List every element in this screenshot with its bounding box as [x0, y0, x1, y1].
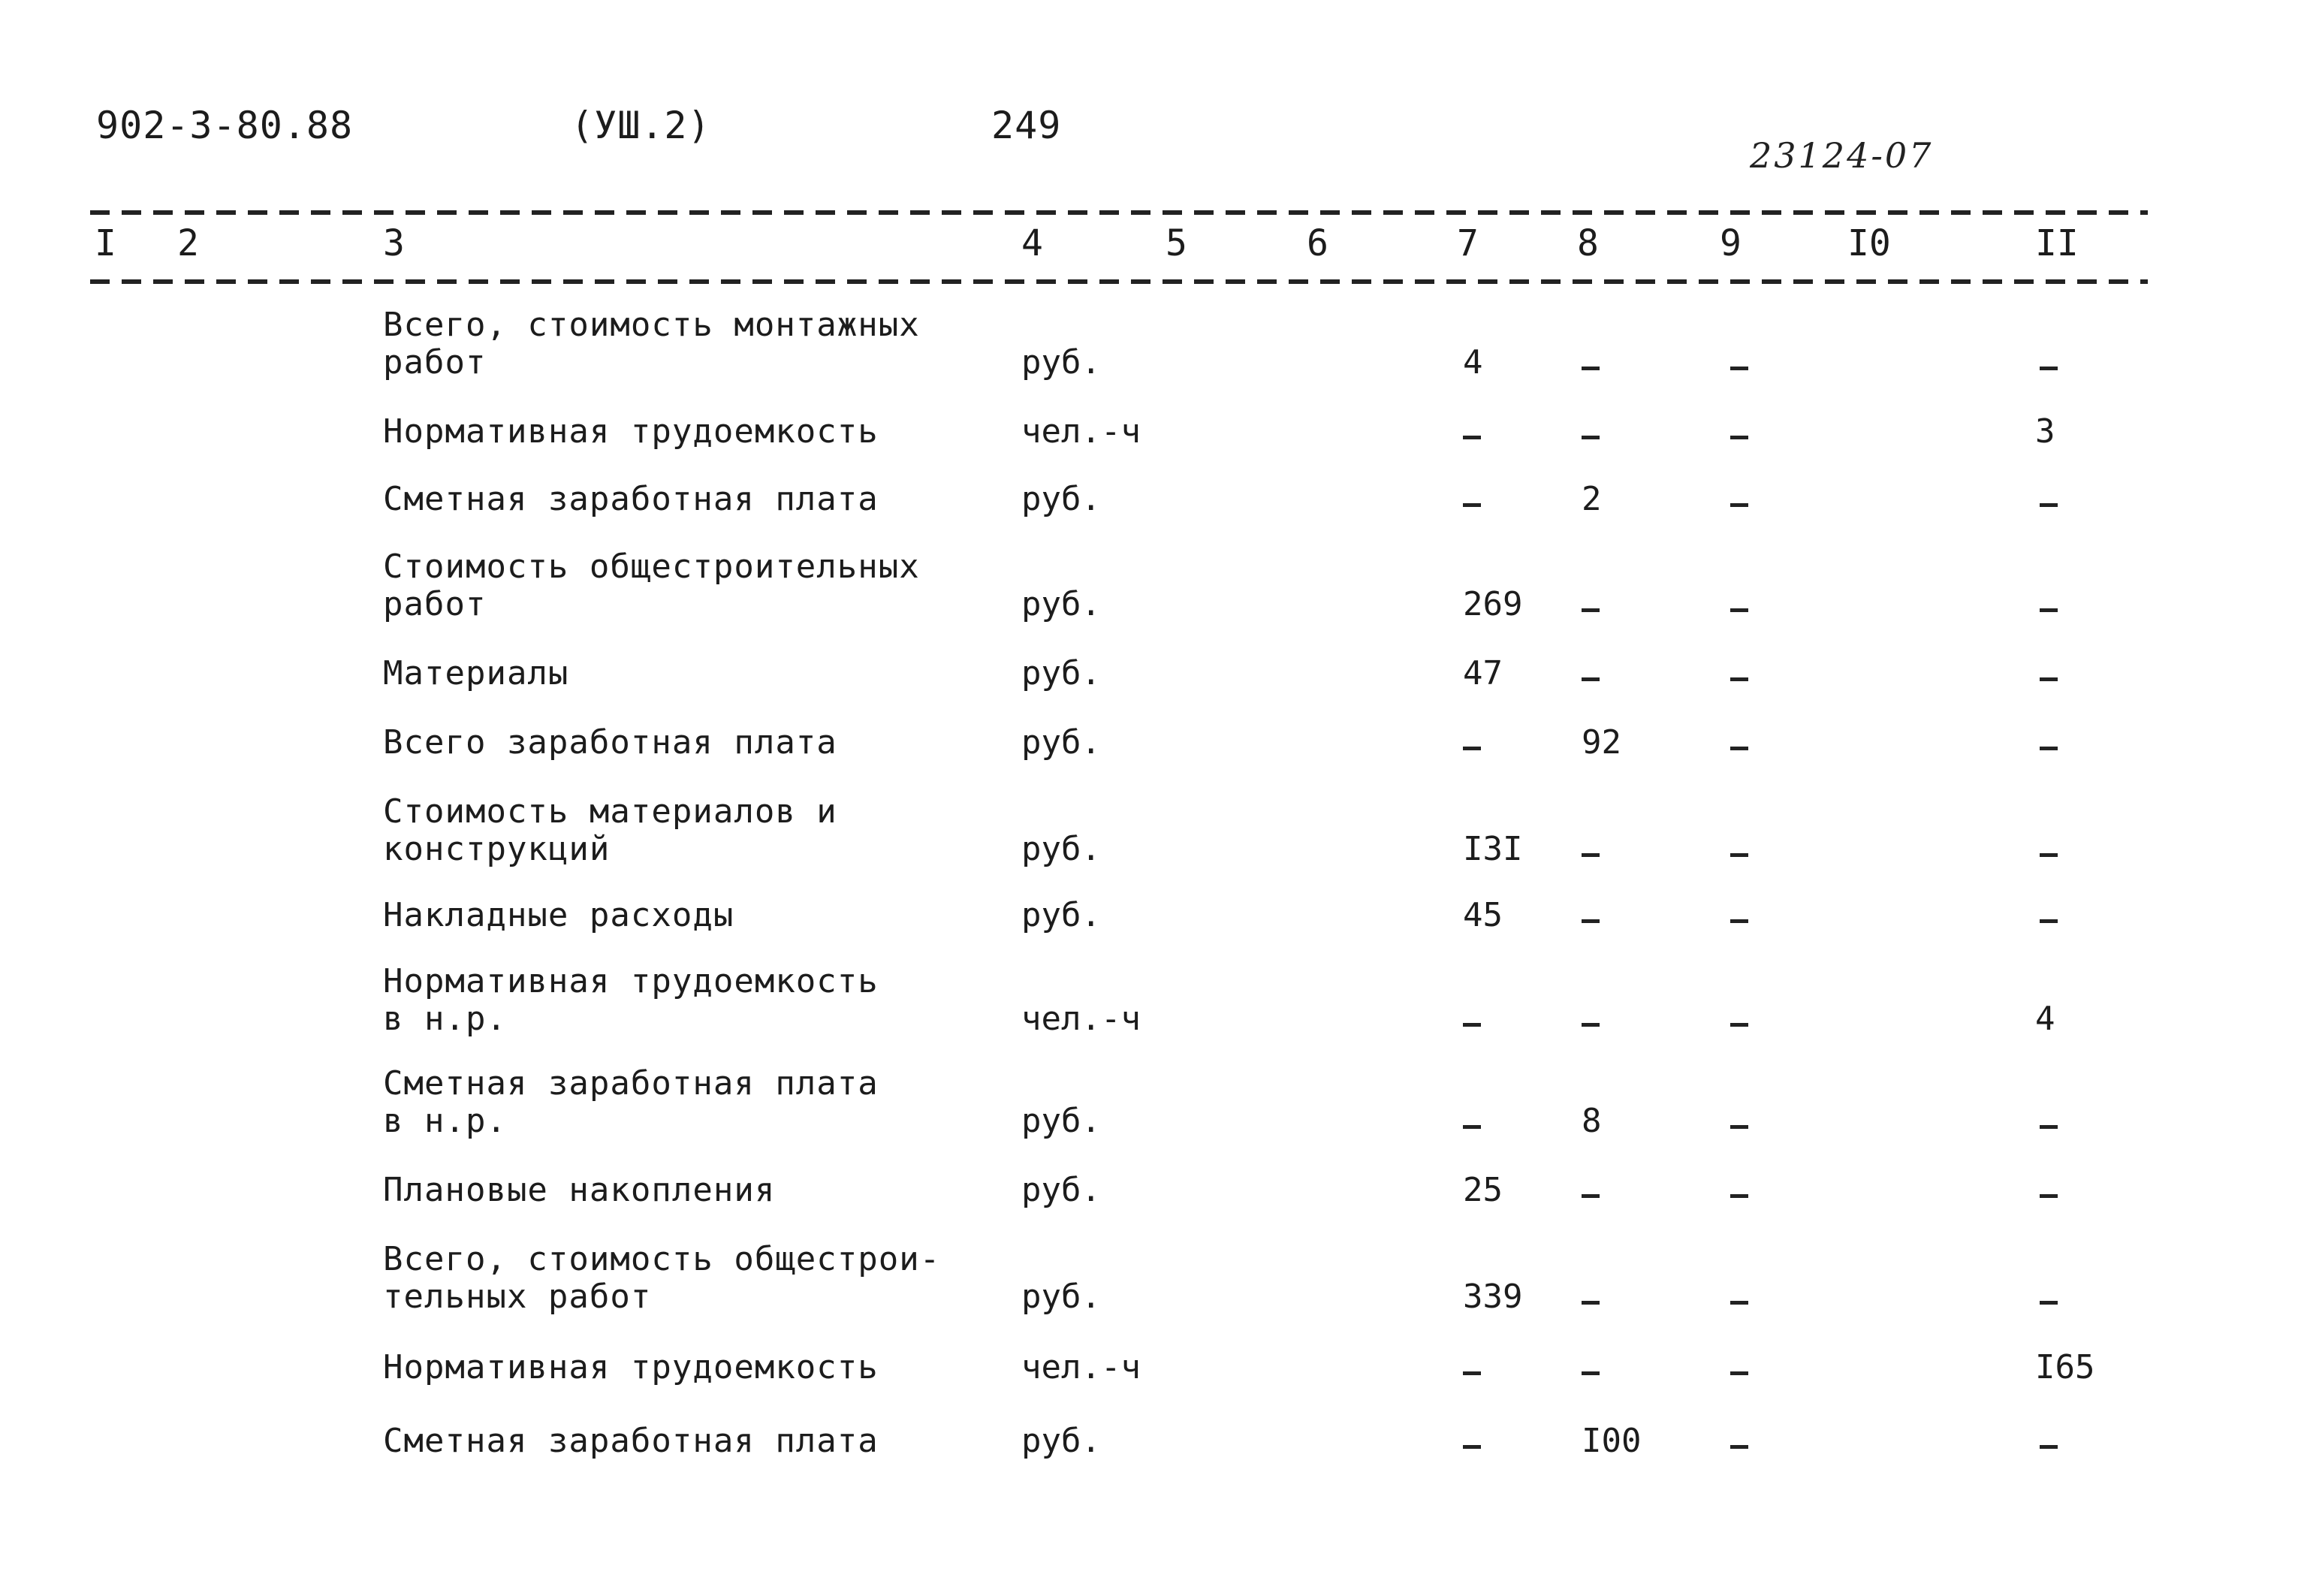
empty-dash-c9: [1730, 367, 1748, 370]
row-unit: руб.: [1021, 1102, 1101, 1140]
row-unit: руб.: [1021, 723, 1101, 762]
value-c7: 45: [1463, 896, 1503, 934]
empty-dash-c11: [2040, 747, 2058, 750]
empty-dash-c11: [2040, 367, 2058, 370]
row-unit: руб.: [1021, 1171, 1101, 1209]
row-unit: руб.: [1021, 585, 1101, 623]
value-c8: 2: [1582, 480, 1602, 518]
empty-dash-c9: [1730, 747, 1748, 750]
empty-dash-c9: [1730, 436, 1748, 439]
col-number-2: 2: [177, 222, 199, 264]
empty-dash-c11: [2040, 608, 2058, 612]
handwritten-reference: 23124-07: [1750, 135, 1934, 176]
empty-dash-c9: [1730, 1445, 1748, 1449]
col-number-9: 9: [1720, 222, 1742, 264]
empty-dash-c9: [1730, 1194, 1748, 1198]
empty-dash-c8: [1582, 1194, 1600, 1198]
col-number-11: II: [2035, 222, 2079, 264]
value-c8: 8: [1582, 1102, 1602, 1140]
empty-dash-c7: [1463, 747, 1481, 750]
empty-dash-c8: [1582, 1023, 1600, 1027]
empty-dash-c9: [1730, 1371, 1748, 1375]
empty-dash-c8: [1582, 436, 1600, 439]
value-c7: 339: [1463, 1278, 1523, 1316]
row-unit: руб.: [1021, 654, 1101, 692]
row-label: Сметная заработная плата: [383, 1422, 879, 1460]
empty-dash-c8: [1582, 1371, 1600, 1375]
col-number-4: 4: [1021, 222, 1043, 264]
empty-dash-c11: [2040, 1445, 2058, 1449]
row-label: Сметная заработная плата в н.р.: [383, 1064, 879, 1140]
empty-dash-c11: [2040, 1301, 2058, 1305]
empty-dash-c9: [1730, 503, 1748, 507]
row-unit: руб.: [1021, 343, 1101, 382]
empty-dash-c11: [2040, 677, 2058, 681]
empty-dash-c7: [1463, 1445, 1481, 1449]
empty-dash-c11: [2040, 503, 2058, 507]
row-label: Нормативная трудоемкость: [383, 1348, 879, 1386]
section-label: (УШ.2): [571, 104, 711, 147]
row-unit: чел.-ч: [1021, 1000, 1141, 1038]
row-label: Нормативная трудоемкость в н.р.: [383, 962, 879, 1038]
empty-dash-c7: [1463, 1371, 1481, 1375]
row-label: Сметная заработная плата: [383, 480, 879, 518]
top-dashed-rule: [90, 210, 2148, 215]
row-unit: руб.: [1021, 1422, 1101, 1460]
empty-dash-c9: [1730, 853, 1748, 857]
empty-dash-c9: [1730, 1301, 1748, 1305]
value-c11: 4: [2035, 1000, 2055, 1038]
row-unit: руб.: [1021, 1278, 1101, 1316]
empty-dash-c8: [1582, 853, 1600, 857]
value-c7: 25: [1463, 1171, 1503, 1209]
row-label: Нормативная трудоемкость: [383, 412, 879, 451]
row-label: Материалы: [383, 654, 569, 692]
row-label: Накладные расходы: [383, 896, 734, 934]
empty-dash-c8: [1582, 919, 1600, 923]
row-unit: чел.-ч: [1021, 412, 1141, 451]
row-label: Всего, стоимость общестрои- тельных работ: [383, 1240, 941, 1316]
empty-dash-c11: [2040, 853, 2058, 857]
col-number-8: 8: [1577, 222, 1599, 264]
document-code: 902-3-80.88: [96, 104, 354, 147]
empty-dash-c11: [2040, 1125, 2058, 1129]
row-unit: руб.: [1021, 896, 1101, 934]
empty-dash-c8: [1582, 367, 1600, 370]
row-unit: руб.: [1021, 480, 1101, 518]
empty-dash-c9: [1730, 1125, 1748, 1129]
empty-dash-c8: [1582, 608, 1600, 612]
row-label: Всего заработная плата: [383, 723, 837, 762]
value-c7: I3I: [1463, 830, 1523, 868]
col-number-1: I: [95, 222, 116, 264]
empty-dash-c7: [1463, 1125, 1481, 1129]
empty-dash-c11: [2040, 1194, 2058, 1198]
empty-dash-c9: [1730, 919, 1748, 923]
empty-dash-c8: [1582, 1301, 1600, 1305]
col-number-10: I0: [1847, 222, 1891, 264]
empty-dash-c7: [1463, 436, 1481, 439]
header-dashed-rule: [90, 279, 2148, 284]
value-c11: 3: [2035, 412, 2055, 451]
col-number-3: 3: [383, 222, 405, 264]
empty-dash-c8: [1582, 677, 1600, 681]
value-c7: 4: [1463, 343, 1483, 382]
value-c7: 47: [1463, 654, 1503, 692]
value-c8: 92: [1582, 723, 1621, 762]
row-label: Стоимость материалов и конструкций: [383, 792, 837, 868]
empty-dash-c11: [2040, 919, 2058, 923]
empty-dash-c9: [1730, 608, 1748, 612]
empty-dash-c7: [1463, 503, 1481, 507]
col-number-7: 7: [1457, 222, 1479, 264]
row-label: Стоимость общестроительных работ: [383, 548, 920, 623]
row-label: Всего, стоимость монтажных работ: [383, 306, 920, 382]
row-unit: руб.: [1021, 830, 1101, 868]
value-c11: I65: [2035, 1348, 2095, 1386]
value-c8: I00: [1582, 1422, 1642, 1460]
page-number: 249: [991, 104, 1062, 147]
empty-dash-c9: [1730, 1023, 1748, 1027]
value-c7: 269: [1463, 585, 1523, 623]
col-number-5: 5: [1166, 222, 1187, 264]
empty-dash-c7: [1463, 1023, 1481, 1027]
col-number-6: 6: [1307, 222, 1328, 264]
row-label: Плановые накопления: [383, 1171, 776, 1209]
row-unit: чел.-ч: [1021, 1348, 1141, 1386]
empty-dash-c9: [1730, 677, 1748, 681]
